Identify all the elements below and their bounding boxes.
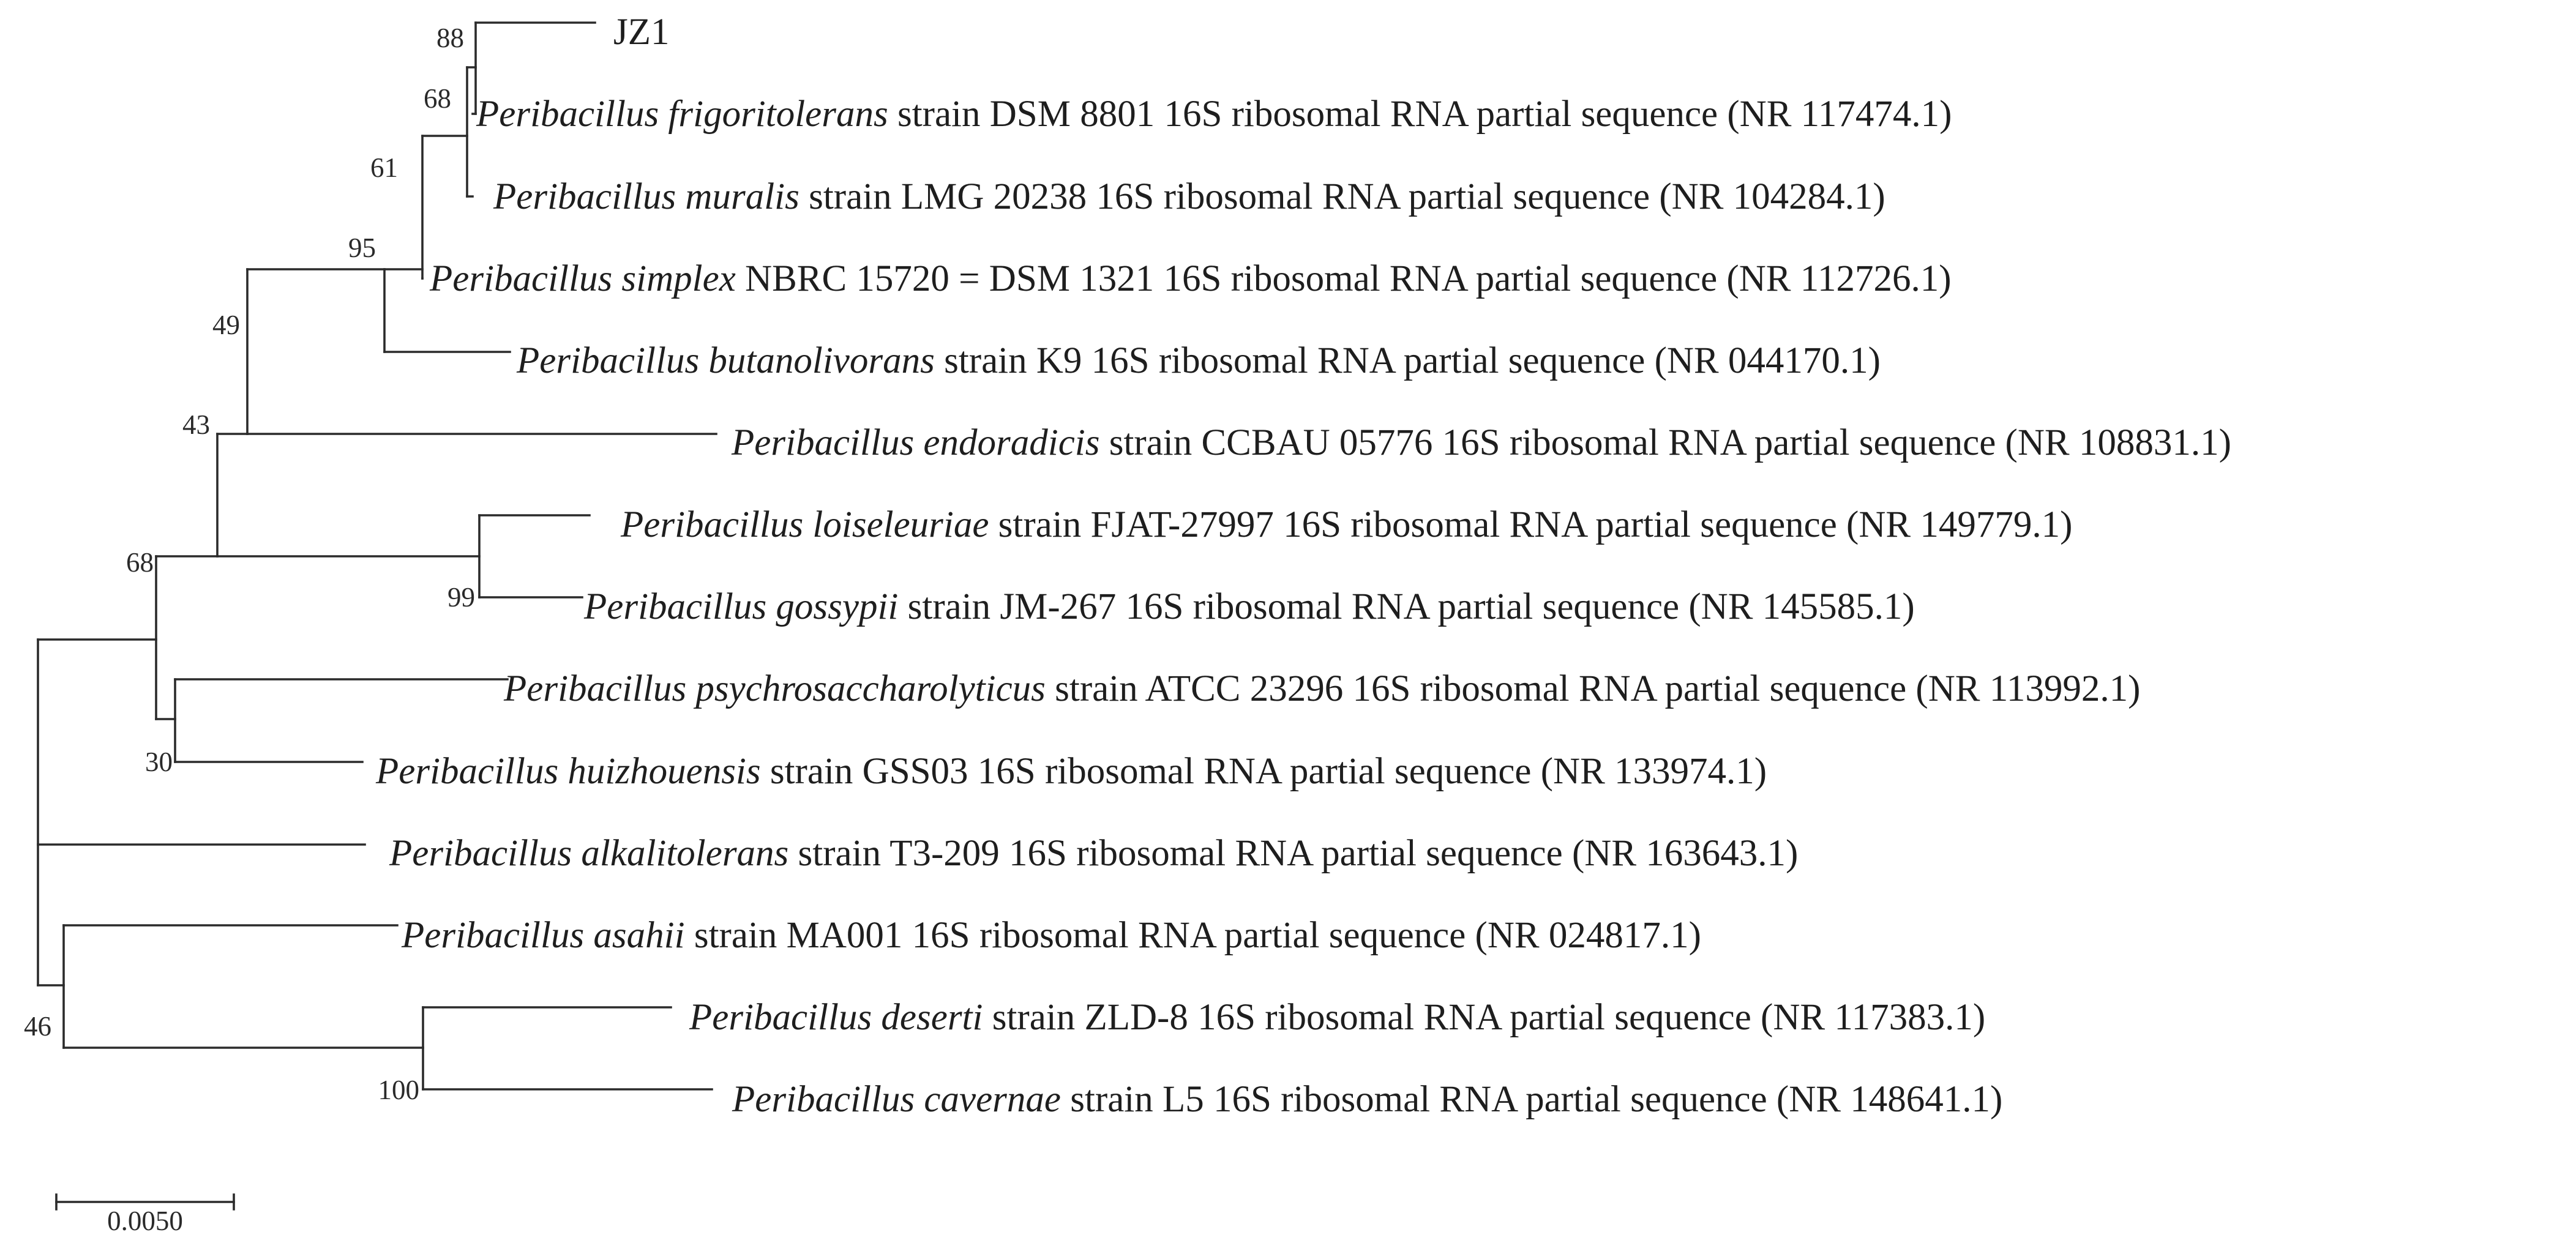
strain-description: strain LMG 20238 16S ribosomal RNA partial sequence (NR 104284.1) xyxy=(799,176,1885,217)
species-name: Peribacillus endoradicis xyxy=(732,422,1100,463)
strain-description: strain ZLD-8 16S ribosomal RNA partial sequence (NR 117383.1) xyxy=(983,997,1986,1038)
species-name: Peribacillus cavernae xyxy=(732,1079,1061,1120)
bootstrap-value: 88 xyxy=(436,23,464,53)
strain-description: strain JM-267 16S ribosomal RNA partial sequence (NR 145585.1) xyxy=(898,586,1915,627)
leaf-label-gossypii xyxy=(583,586,1915,627)
strain-description: strain DSM 8801 16S ribosomal RNA partial sequence (NR 117474.1) xyxy=(888,94,1952,135)
leaf-label-deserti xyxy=(689,997,1985,1038)
bootstrap-value: 99 xyxy=(447,582,475,613)
bootstrap-value: 30 xyxy=(145,747,173,777)
strain-description: strain MA001 16S ribosomal RNA partial sequence (NR 024817.1) xyxy=(684,915,1701,956)
bootstrap-value: 49 xyxy=(212,310,240,340)
species-name: Peribacillus loiseleuriae xyxy=(621,504,989,545)
leaf-label-psychrosaccharolyticus xyxy=(503,668,2141,709)
species-name: Peribacillus asahii xyxy=(402,915,685,956)
species-name: Peribacillus alkalitolerans xyxy=(389,833,789,874)
strain-description: strain L5 16S ribosomal RNA partial sequence (NR 148641.1) xyxy=(1060,1079,2003,1120)
leaf-label-asahii xyxy=(401,915,1701,956)
species-name: Peribacillus gossypii xyxy=(584,586,899,627)
bootstrap-value: 95 xyxy=(348,233,376,263)
species-name: Peribacillus huizhouensis xyxy=(376,751,761,792)
species-name: Peribacillus frigoritolerans xyxy=(476,94,888,135)
strain-description: strain CCBAU 05776 16S ribosomal RNA partial sequence (NR 108831.1) xyxy=(1099,422,2231,463)
leaf-label-butanolivorans xyxy=(516,340,1881,381)
leaf-label-cavernae xyxy=(732,1079,2002,1120)
bootstrap-value: 46 xyxy=(24,1011,51,1042)
strain-description: JZ1 xyxy=(613,12,670,53)
leaf-label-muralis xyxy=(493,176,1885,217)
bootstrap-value: 43 xyxy=(182,409,210,440)
strain-description: strain GSS03 16S ribosomal RNA partial sequence (NR 133974.1) xyxy=(760,751,1767,792)
leaf-label-loiseleuriae xyxy=(620,504,2072,545)
strain-description: NBRC 15720 = DSM 1321 16S ribosomal RNA partial sequence (NR 112726.1) xyxy=(735,258,1952,299)
species-name: Peribacillus psychrosaccharolyticus xyxy=(504,668,1046,709)
strain-description: strain ATCC 23296 16S ribosomal RNA partial sequence (NR 113992.1) xyxy=(1045,668,2141,709)
strain-description: strain FJAT-27997 16S ribosomal RNA partial sequence (NR 149779.1) xyxy=(989,504,2073,545)
species-name: Peribacillus deserti xyxy=(689,997,983,1038)
strain-description: strain K9 16S ribosomal RNA partial sequence (NR 044170.1) xyxy=(934,340,1881,381)
bootstrap-value: 68 xyxy=(424,83,451,114)
leaf-label-frigoritolerans xyxy=(476,94,1952,135)
leaf-label-alkalitolerans xyxy=(389,833,1798,874)
species-name: Peribacillus muralis xyxy=(493,176,799,217)
strain-description: strain T3-209 16S ribosomal RNA partial sequence (NR 163643.1) xyxy=(788,833,1799,874)
bootstrap-value: 61 xyxy=(370,152,398,183)
bootstrap-value: 100 xyxy=(378,1075,419,1105)
leaf-label-jz1 xyxy=(613,12,670,53)
species-name: Peribacillus simplex xyxy=(430,258,736,299)
leaf-label-simplex xyxy=(429,258,1952,299)
leaf-label-huizhouensis xyxy=(375,751,1767,792)
bootstrap-value: 68 xyxy=(126,547,154,578)
scale-bar-label: 0.0050 xyxy=(107,1206,183,1236)
species-name: Peribacillus butanolivorans xyxy=(517,340,935,381)
leaf-label-endoradicis xyxy=(731,422,2231,463)
